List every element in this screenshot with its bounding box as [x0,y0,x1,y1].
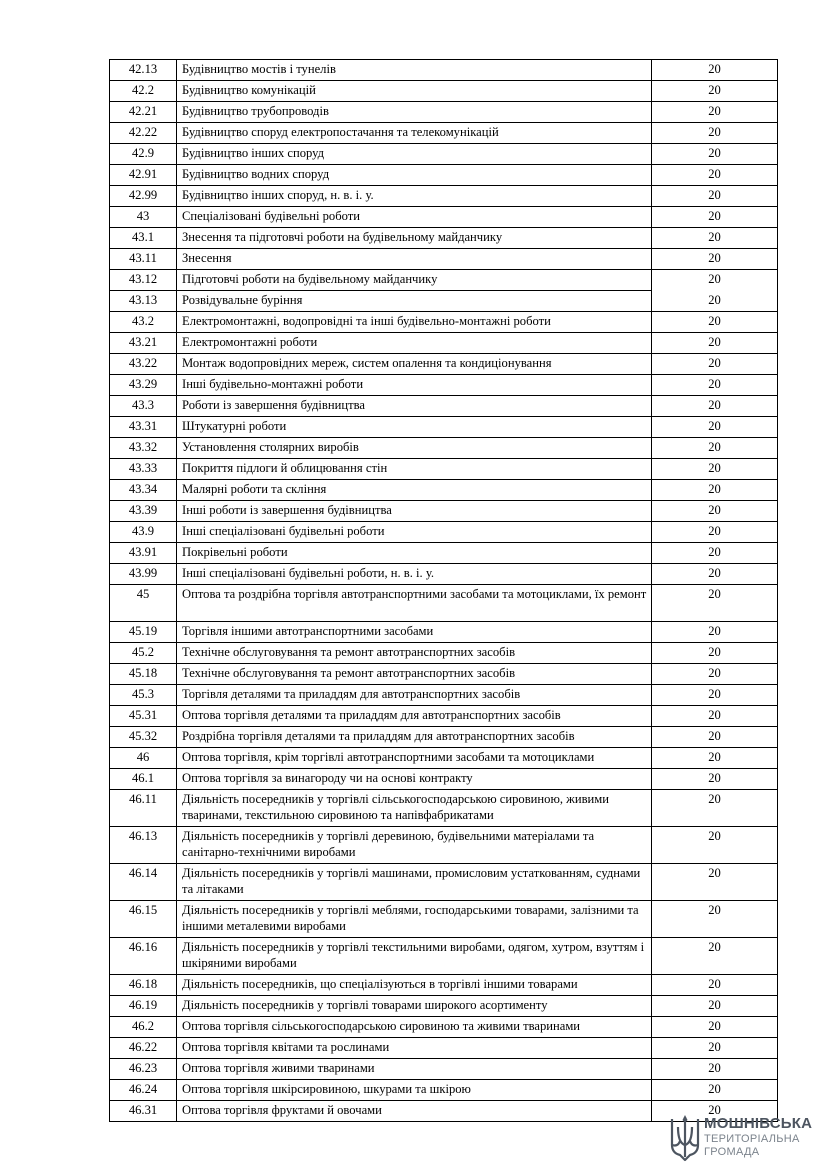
row-name: Будівництво інших споруд [177,144,652,165]
row-rate: 20 [652,790,778,827]
row-code: 43.31 [110,417,177,438]
row-rate: 20 [652,186,778,207]
row-name: Інші спеціалізовані будівельні роботи, н. в. і. у. [177,564,652,585]
row-name: Будівництво інших споруд, н. в. і. у. [177,186,652,207]
table-row [110,543,778,564]
row-rate: 20 [652,480,778,501]
row-rate: 20 [652,81,778,102]
row-name: Діяльність посередників у торгівлі машинами, промисловим устаткованням, суднами та літаками [177,864,652,901]
row-code: 42.99 [110,186,177,207]
row-code: 43.91 [110,543,177,564]
row-code: 46.23 [110,1059,177,1080]
table-row [110,975,778,996]
row-name: Розвідувальне буріння [177,291,652,312]
row-code: 43.13 [110,291,177,312]
trident-emblem-icon [668,1113,702,1163]
row-name: Технічне обслуговування та ремонт автотранспортних засобів [177,643,652,664]
row-rate: 20 [652,165,778,186]
row-code: 45.18 [110,664,177,685]
table-row [110,1059,778,1080]
row-code: 46.31 [110,1101,177,1122]
table-row [110,375,778,396]
row-rate: 20 [652,417,778,438]
row-rate: 20 [652,1017,778,1038]
table-row [110,522,778,543]
row-code: 46 [110,748,177,769]
table-row [110,228,778,249]
table-row [110,186,778,207]
logo-title: МОШНІВСЬКА [704,1115,813,1132]
row-code: 46.1 [110,769,177,790]
row-rate: 20 [652,375,778,396]
row-name: Торгівля іншими автотранспортними засобами [177,622,652,643]
row-name: Будівництво водних споруд [177,165,652,186]
row-name: Підготовчі роботи на будівельному майданчику [177,270,652,291]
row-rate: 20 [652,664,778,685]
community-logo [668,1113,818,1163]
row-rate: 20 [652,706,778,727]
row-name: Спеціалізовані будівельні роботи [177,207,652,228]
table-row [110,748,778,769]
row-name: Штукатурні роботи [177,417,652,438]
row-code: 43.34 [110,480,177,501]
table-row [110,769,778,790]
row-code: 46.15 [110,901,177,938]
row-code: 46.24 [110,1080,177,1101]
row-code: 46.16 [110,938,177,975]
row-name: Роботи із завершення будівництва [177,396,652,417]
row-code: 43.32 [110,438,177,459]
row-code: 46.11 [110,790,177,827]
row-rate: 20 [652,123,778,144]
row-code: 46.22 [110,1038,177,1059]
row-rate: 20 [652,685,778,706]
row-rate: 20 [652,438,778,459]
table-row [110,585,778,622]
row-code: 46.2 [110,1017,177,1038]
row-code: 43.33 [110,459,177,480]
row-rate: 20 [652,996,778,1017]
row-rate: 20 [652,291,778,312]
row-name: Інші роботи із завершення будівництва [177,501,652,522]
row-code: 46.13 [110,827,177,864]
row-name: Технічне обслуговування та ремонт автотранспортних засобів [177,664,652,685]
table-row [110,727,778,748]
row-rate: 20 [652,249,778,270]
row-code: 43.11 [110,249,177,270]
row-name: Оптова торгівля, крім торгівлі автотранспортними засобами та мотоциклами [177,748,652,769]
table-row [110,270,778,291]
table-row [110,81,778,102]
table-row [110,312,778,333]
row-name: Знесення та підготовчі роботи на будівельному майданчику [177,228,652,249]
table-row [110,996,778,1017]
table-row [110,901,778,938]
row-code: 45.19 [110,622,177,643]
row-code: 42.13 [110,60,177,81]
row-code: 43.39 [110,501,177,522]
logo-subtitle-line2: ГРОМАДА [704,1146,760,1158]
row-name: Інші будівельно-монтажні роботи [177,375,652,396]
row-code: 43.29 [110,375,177,396]
row-name: Діяльність посередників, що спеціалізуються в торгівлі іншими товарами [177,975,652,996]
row-name: Діяльність посередників у торгівлі товарами широкого асортименту [177,996,652,1017]
row-name: Електромонтажні роботи [177,333,652,354]
row-rate: 20 [652,333,778,354]
table-row [110,643,778,664]
table-row [110,417,778,438]
row-rate: 20 [652,102,778,123]
row-code: 45.2 [110,643,177,664]
table-row [110,60,778,81]
row-name: Установлення столярних виробів [177,438,652,459]
table-row [110,291,778,312]
row-rate: 20 [652,622,778,643]
row-rate: 20 [652,901,778,938]
row-code: 43.9 [110,522,177,543]
row-name: Малярні роботи та скління [177,480,652,501]
row-code: 43.3 [110,396,177,417]
row-code: 43.22 [110,354,177,375]
row-code: 45.3 [110,685,177,706]
row-rate: 20 [652,727,778,748]
table-row [110,396,778,417]
row-name: Оптова торгівля сільськогосподарською сировиною та живими тваринами [177,1017,652,1038]
table-row [110,1038,778,1059]
table-row [110,102,778,123]
table-row [110,480,778,501]
row-name: Оптова та роздрібна торгівля автотранспортними засобами та мотоциклами, їх ремонт [177,585,652,622]
row-code: 43.99 [110,564,177,585]
row-name: Монтаж водопровідних мереж, систем опалення та кондиціонування [177,354,652,375]
kved-table-body [110,60,778,1122]
row-code: 46.18 [110,975,177,996]
row-code: 43 [110,207,177,228]
table-row [110,459,778,480]
row-name: Оптова торгівля за винагороду чи на основі контракту [177,769,652,790]
table-row [110,144,778,165]
table-row [110,622,778,643]
row-rate: 20 [652,643,778,664]
row-name: Будівництво комунікацій [177,81,652,102]
row-code: 46.14 [110,864,177,901]
row-code: 43.1 [110,228,177,249]
row-code: 45 [110,585,177,622]
table-row [110,333,778,354]
row-code: 43.21 [110,333,177,354]
row-rate: 20 [652,827,778,864]
table-row [110,564,778,585]
row-name: Будівництво трубопроводів [177,102,652,123]
row-rate: 20 [652,748,778,769]
table-row [110,864,778,901]
row-code: 45.32 [110,727,177,748]
table-row [110,685,778,706]
row-name: Торгівля деталями та приладдям для автотранспортних засобів [177,685,652,706]
row-rate: 20 [652,564,778,585]
row-code: 45.31 [110,706,177,727]
row-name: Діяльність посередників у торгівлі меблями, господарськими товарами, залізними та іншими металевими виробами [177,901,652,938]
row-code: 42.22 [110,123,177,144]
row-rate: 20 [652,207,778,228]
row-rate: 20 [652,864,778,901]
row-name: Оптова торгівля фруктами й овочами [177,1101,652,1122]
table-row [110,1017,778,1038]
row-rate: 20 [652,312,778,333]
table-row [110,790,778,827]
row-name: Діяльність посередників у торгівлі сільськогосподарською сировиною, живими тваринами, текстильною сировиною та напівфабрикатами [177,790,652,827]
table-row [110,354,778,375]
row-code: 46.19 [110,996,177,1017]
row-name: Будівництво споруд електропостачання та телекомунікацій [177,123,652,144]
row-rate: 20 [652,1101,778,1122]
row-rate: 20 [652,522,778,543]
row-name: Знесення [177,249,652,270]
row-rate: 20 [652,585,778,622]
row-code: 42.21 [110,102,177,123]
table-row [110,1080,778,1101]
row-name: Роздрібна торгівля деталями та приладдям для автотранспортних засобів [177,727,652,748]
row-name: Інші спеціалізовані будівельні роботи [177,522,652,543]
row-rate: 20 [652,459,778,480]
row-rate: 20 [652,501,778,522]
row-rate: 20 [652,543,778,564]
row-rate: 20 [652,975,778,996]
table-row [110,827,778,864]
row-name: Електромонтажні, водопровідні та інші будівельно-монтажні роботи [177,312,652,333]
row-code: 42.9 [110,144,177,165]
table-row [110,438,778,459]
table-row [110,664,778,685]
row-rate: 20 [652,1059,778,1080]
row-rate: 20 [652,228,778,249]
row-rate: 20 [652,1080,778,1101]
logo-subtitle-line1: ТЕРИТОРІАЛЬНА [704,1133,800,1145]
row-rate: 20 [652,354,778,375]
row-rate: 20 [652,144,778,165]
row-rate: 20 [652,270,778,291]
table-row [110,706,778,727]
row-name: Оптова торгівля деталями та приладдям для автотранспортних засобів [177,706,652,727]
row-name: Покрівельні роботи [177,543,652,564]
table-row [110,123,778,144]
row-rate: 20 [652,938,778,975]
row-name: Будівництво мостів і тунелів [177,60,652,81]
row-name: Оптова торгівля живими тваринами [177,1059,652,1080]
table-row [110,249,778,270]
row-rate: 20 [652,769,778,790]
row-code: 42.91 [110,165,177,186]
row-rate: 20 [652,60,778,81]
row-name: Оптова торгівля шкірсировиною, шкурами та шкірою [177,1080,652,1101]
table-row [110,501,778,522]
row-name: Оптова торгівля квітами та рослинами [177,1038,652,1059]
table-row [110,207,778,228]
row-rate: 20 [652,1038,778,1059]
row-name: Діяльність посередників у торгівлі текстильними виробами, одягом, хутром, взуттям і шкіряними виробами [177,938,652,975]
row-code: 42.2 [110,81,177,102]
kved-table [109,59,778,1122]
table-row [110,938,778,975]
row-name: Діяльність посередників у торгівлі деревиною, будівельними матеріалами та санітарно-технічними виробами [177,827,652,864]
row-name: Покриття підлоги й облицювання стін [177,459,652,480]
row-code: 43.2 [110,312,177,333]
row-rate: 20 [652,396,778,417]
table-row [110,165,778,186]
row-code: 43.12 [110,270,177,291]
